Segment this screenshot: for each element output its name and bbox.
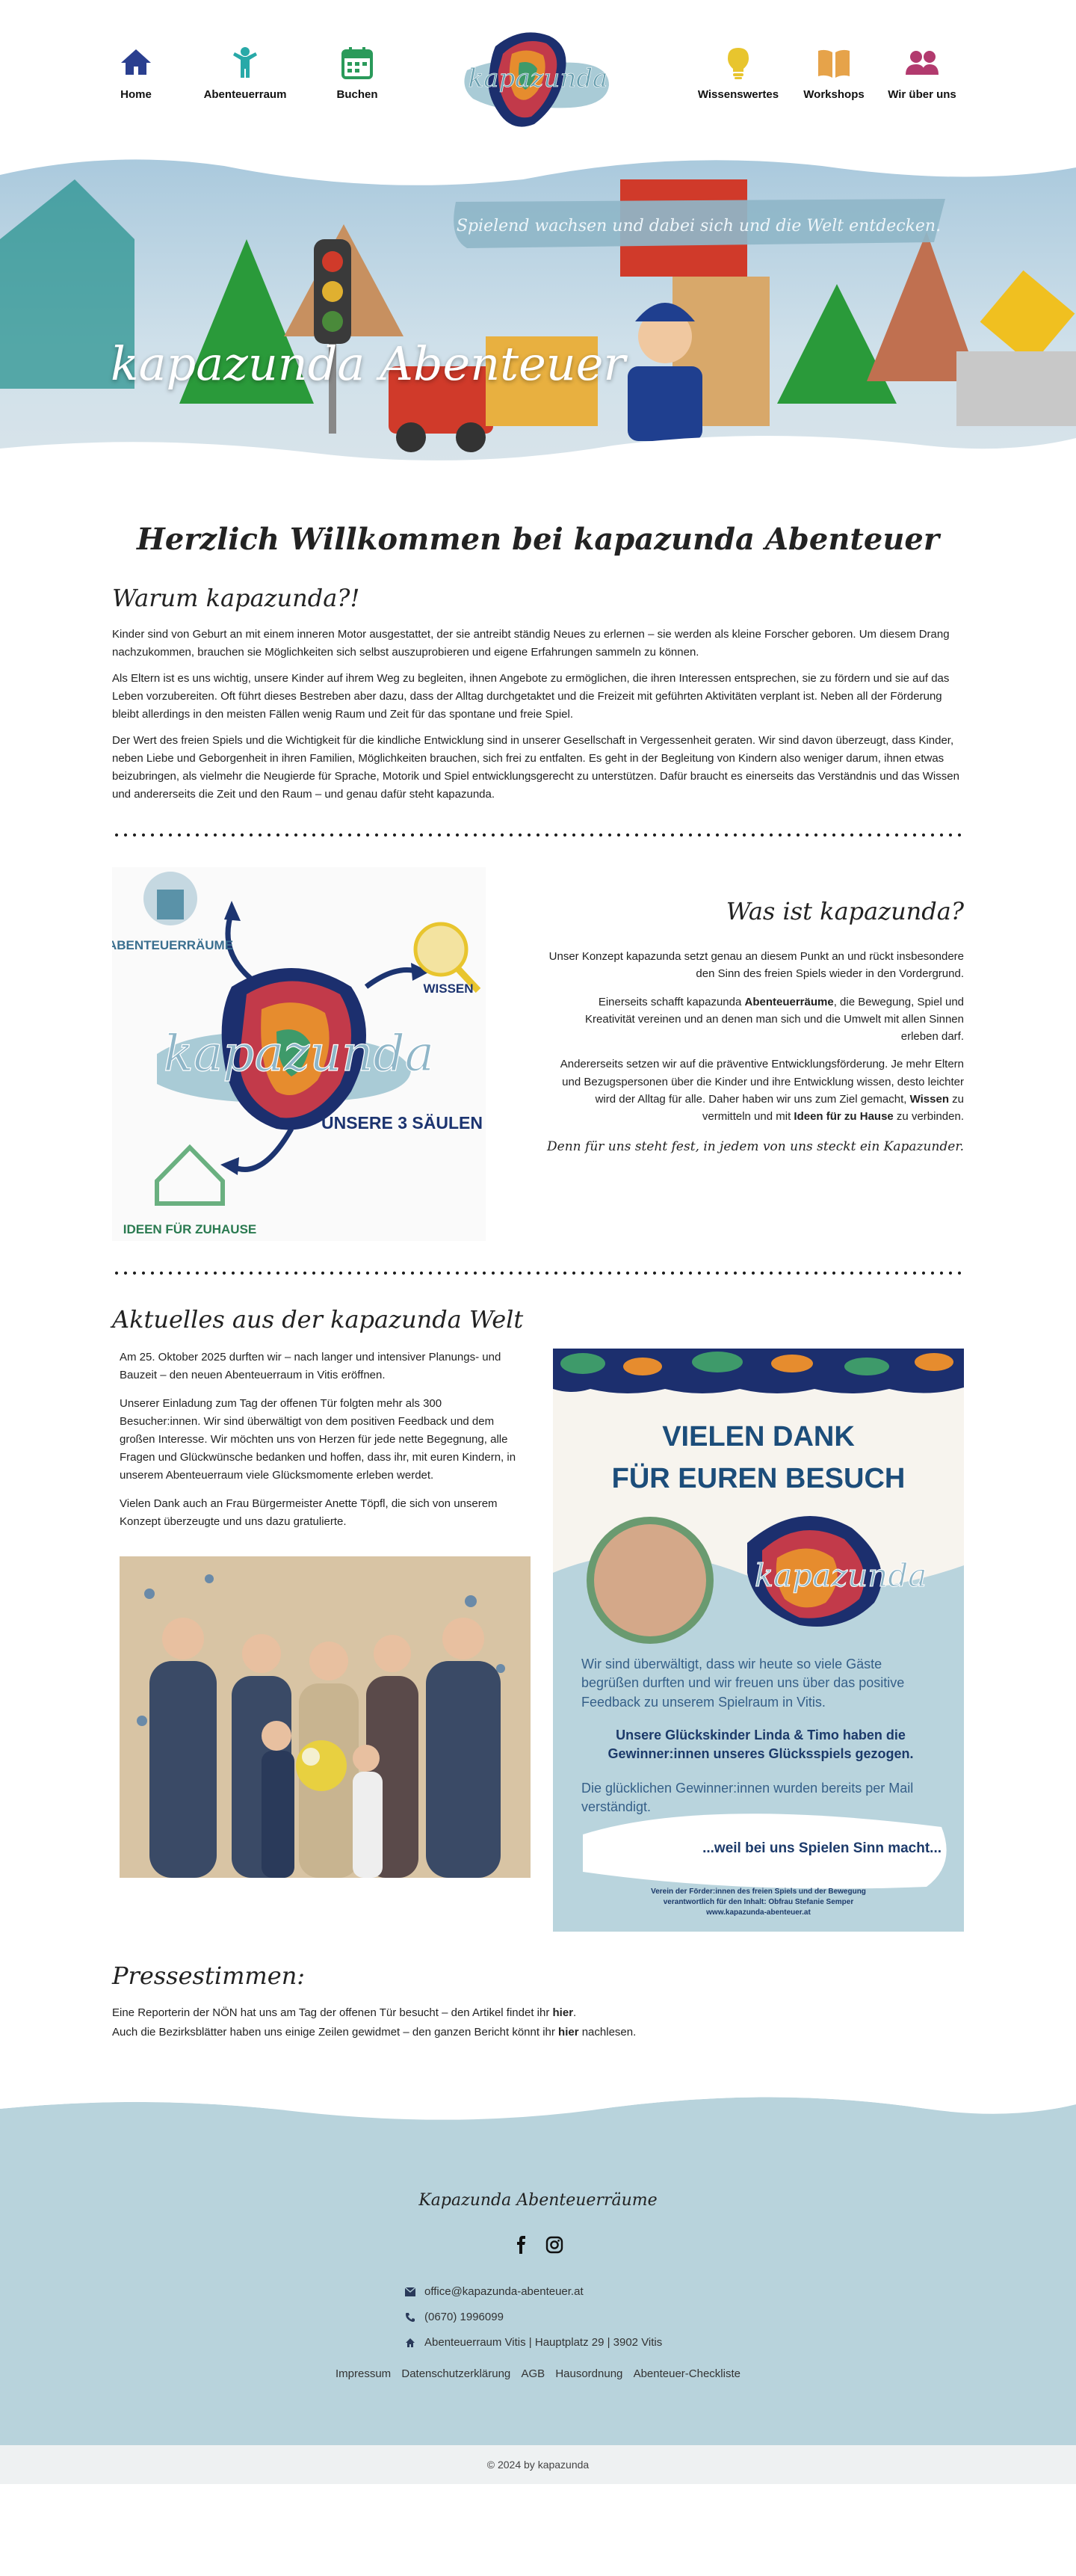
nav-label: Workshops (803, 88, 865, 101)
news-paragraph: Vielen Dank auch an Frau Bürgermeister Anette Töpfl, die sich von unserem Konzept überzeugte und uns dazu gratulierte. (120, 1497, 498, 1529)
nav-abenteuerraum[interactable] (193, 45, 297, 102)
hero-banner (0, 150, 1076, 478)
news-section (112, 1349, 964, 1932)
footer-title: Kapazunda Abenteuerräume (418, 2191, 658, 2210)
poster-slogan: ...weil bei uns Spielen Sinn macht... (702, 1840, 942, 1857)
contact-info (405, 2279, 662, 2355)
poster-footer: Verein der Förder:innen des freien Spiels und der Bewegung verantwortlich für den Inhalt: Obfrau Stefanie Semper www.kapazunda-abenteuer.at (651, 1888, 866, 1917)
poster-title: VIELEN DANK FÜR EUREN BESUCH (611, 1421, 906, 1495)
footer-link-checkliste[interactable]: Abenteuer-Checkliste (633, 2367, 740, 2381)
pillars-logo-text: kapazunda (163, 1025, 435, 1083)
facebook-icon[interactable] (513, 2236, 531, 2254)
concept-quote: Denn für uns steht fest, in jedem von uns steckt ein Kapazunder. (547, 1139, 964, 1155)
press-link-bezirksblaetter[interactable]: hier (558, 2025, 579, 2039)
footer-link-impressum[interactable]: Impressum (336, 2367, 392, 2381)
hero-tagline: Spielend wachsen und dabei sich und die Welt entdecken. (456, 216, 942, 235)
logo-text: kapazunda (468, 64, 608, 93)
contact-address: Abenteuerraum Vitis | Hauptplatz 29 | 3902 Vitis (405, 2330, 662, 2355)
users-icon (904, 45, 940, 81)
contact-phone[interactable]: (0670) 1996099 (405, 2305, 662, 2330)
home-icon (118, 45, 154, 81)
footer-link-agb[interactable]: AGB (521, 2367, 545, 2381)
concept-heading: Was ist kapazunda? (726, 897, 964, 926)
concept-paragraph: Unser Konzept kapazunda setzt genau an diesem Punkt an und rückt insbesondere den Sinn des freien Spiels wieder in den Vordergrund. (548, 950, 964, 981)
child-icon (227, 45, 263, 81)
news-paragraph: Am 25. Oktober 2025 durften wir – nach langer und intensiver Planungs- und Bauzeit – den neuen Abenteuerraum in Vitis eröffnen. (120, 1351, 501, 1382)
footer-wave (0, 2086, 1076, 2146)
thank-you-poster (553, 1349, 964, 1932)
phone-icon (405, 2312, 415, 2323)
concept-section (112, 867, 964, 1241)
poster-text: Unsere Glückskinder Linda & Timo haben die Gewinner:innen unseres Glücksspiels gezogen. (607, 1728, 914, 1762)
nav-label: Wissenswertes (697, 88, 779, 101)
intro-paragraph: Als Eltern ist es uns wichtig, unsere Kinder auf ihrem Weg zu begleiten, ihnen Angebote zu ermöglichen, die ihren Interessen entsprechen, sie zu fördern und sie auf das Leben vorzubereiten. Oft führt dieses Bestreben aber dazu, dass der Alltag durchgetaktet und die Freizeit mit geführten Aktivitäten verplant ist. Neben all der Förderung bleibt allerdings in den meisten Fällen wenig Raum und Zeit für das spontane und freie Spiel. (112, 672, 950, 721)
calendar-icon (339, 45, 375, 81)
site-footer (0, 2109, 1076, 2445)
nav-home[interactable] (84, 45, 188, 102)
copyright: © 2024 by kapazunda (0, 2445, 1076, 2484)
book-icon (816, 45, 852, 81)
nav-buchen[interactable] (305, 45, 409, 102)
welcome-heading: Herzlich Willkommen bei kapazunda Abenteuer (137, 522, 939, 557)
nav-label: Wir über uns (888, 88, 956, 101)
why-heading: Warum kapazunda?! (112, 584, 360, 612)
concept-text (545, 867, 964, 1168)
envelope-icon (405, 2287, 415, 2296)
poster-text: Die glücklichen Gewinner:innen wurden bereits per Mail verständigt. (581, 1781, 914, 1815)
contact-email[interactable]: office@kapazunda-abenteuer.at (405, 2279, 662, 2305)
poster-text: Wir sind überwältigt, dass wir heute so viele Gäste begrüßen durften und wir freuen uns über das positive Feedback zu unserem Spielraum in Vitis. (581, 1657, 905, 1710)
news-text (112, 1349, 523, 1932)
nav-wir-ueber-uns[interactable] (870, 45, 974, 102)
intro-paragraph: Kinder sind von Geburt an mit einem inneren Motor ausgestattet, der sie antreibt ständig Neues zu erlernen – sie werden als kleine Forscher geboren. Um diesem Drang nachzukommen, brauchen sie Möglichkeiten sich selbst auszuprobieren und eigene Erfahrungen sammeln zu können. (112, 628, 950, 659)
pillars-graphic (112, 867, 486, 1241)
nav-label: Home (120, 88, 152, 101)
hero-title: kapazunda Abenteuer (111, 336, 626, 391)
dotted-divider (112, 833, 964, 837)
nav-label: Abenteuerraum (203, 88, 287, 101)
press-heading: Pressestimmen: (112, 1962, 306, 1991)
news-paragraph: Unserer Einladung zum Tag der offenen Tür folgten mehr als 300 Besucher:innen. Wir sind überwältigt von dem positiven Feedback und dem großen Interesse. Wir möchten uns von Herzen für jede nette Begegnung, alle Fragen und Glückwünsche bedanken und hoffen, dass ihr, mit euren Kindern, in unserem Abenteuerraum viele Glücksmomente erleben werdet. (120, 1397, 516, 1482)
group-photo (120, 1556, 531, 1878)
pillar-label: WISSEN (423, 982, 474, 996)
nav-wissenswertes[interactable] (686, 45, 791, 102)
press-section (112, 1962, 964, 2042)
press-line: Eine Reporterin der NÖN hat uns am Tag der offenen Tür besucht – den Artikel findet ihr hier. (112, 2006, 577, 2020)
press-link-noen[interactable]: hier (552, 2006, 574, 2020)
pillar-label: IDEEN FÜR ZUHAUSE (123, 1222, 257, 1237)
footer-links (0, 2367, 1076, 2380)
footer-link-datenschutz[interactable]: Datenschutzerklärung (401, 2367, 511, 2381)
social-links (0, 2236, 1076, 2258)
poster-logo: kapazunda (754, 1557, 927, 1594)
home-icon (405, 2338, 415, 2348)
pillars-caption: UNSERE 3 SÄULEN (321, 1113, 483, 1133)
concept-paragraph: Andererseits setzen wir auf die präventive Entwicklungsförderung. Je mehr Eltern und Bezugspersonen über die Kinder und ihre Entwicklung wissen, desto leichter wird der Alltag für alle. Daher haben wir uns zum Ziel gemacht, Wissen zu vermitteln und mit Ideen für zu Hause zu verbinden. (560, 1058, 964, 1124)
nav-label: Buchen (336, 88, 378, 101)
pillar-label: ABENTEUERRÄUME (112, 938, 234, 953)
site-logo[interactable] (460, 24, 616, 136)
instagram-icon[interactable] (545, 2236, 563, 2254)
site-header (0, 0, 1076, 150)
concept-paragraph: Einerseits schafft kapazunda Abenteuerräume, die Bewegung, Spiel und Kreativität vereinen und an denen man sich und die Umwelt mit allen Sinnen erleben darf. (585, 995, 964, 1044)
news-heading: Aktuelles aus der kapazunda Welt (112, 1305, 524, 1334)
footer-link-hausordnung[interactable]: Hausordnung (555, 2367, 623, 2381)
lightbulb-icon (720, 45, 756, 81)
press-line: Auch die Bezirksblätter haben uns einige Zeilen gewidmet – den ganzen Bericht könnt ihr hier nachlesen. (112, 2025, 637, 2039)
intro-paragraph: Der Wert des freien Spiels und die Wichtigkeit für die kindliche Entwicklung sind in unserer Gesellschaft in Vergessenheit geraten. Wir sind davon überzeugt, dass Kinder, neben Liebe und Geborgenheit in ihren Familien, Möglichkeiten brauchen, sich frei zu entfalten. Es geht in der Begleitung von Kindern also weniger darum, ihnen etwas beizubringen, als vielmehr die Neugierde für Sprache, Motorik und Spiel entwicklungsgerecht zu unterstützen. Dafür braucht es einerseits das Verständnis und das Wissen und andererseits die Zeit und den Raum – und genau dafür steht kapazunda. (112, 734, 959, 801)
dotted-divider (112, 1271, 964, 1275)
main-content (112, 522, 964, 2042)
